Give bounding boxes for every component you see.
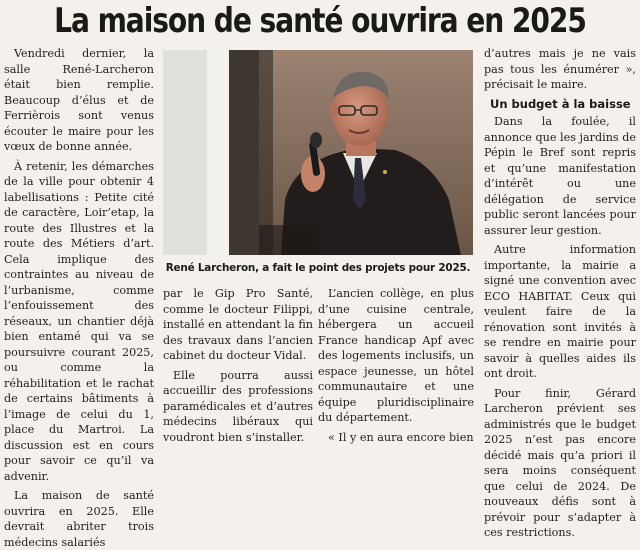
column-2 <box>163 286 313 444</box>
photo-caption: René Larcheron, a fait le point des projets pour 2025. <box>165 262 471 274</box>
paragraph: Dans la foulée, il annonce que les jardins de Pépin le Bref sont repris et qu’une manifestation d’intérêt ou une délégation de service public seront lancées pour assurer leur gestion. <box>484 115 637 237</box>
speaker-photo <box>163 50 473 255</box>
column-3 <box>318 286 474 444</box>
paragraph: « Il y en aura encore bien <box>328 430 474 444</box>
column-1 <box>4 46 154 549</box>
paragraph: par le Gip Pro Santé, comme le docteur Filippi, installé en attendant la fin des travaux dans l’ancien cabinet du docteur Vidal. <box>163 287 313 362</box>
paragraph: L’ancien collège, en plus d’une cuisine centrale, hébergera un accueil France handicap Apf avec des logements inclusifs, un espace jeunesse, un hôtel communautaire et une équipe pluridisciplinaire du département. <box>318 287 474 424</box>
paragraph: Pour finir, Gérard Larcheron prévient ses administrés que le budget 2025 n’est pas encore décidé mais qu’a priori il sera moins conséquent que celui de 2024. De nouveaux défis sont à prévoir pour s’adapter à ces restrictions. <box>484 386 636 539</box>
headline: La maison de santé ouvrira en 2025 <box>54 1 586 40</box>
paragraph: Elle pourra aussi accueillir des professions paramédicales et d’autres médecins libéraux qui voudront bien s’installer. <box>163 368 313 444</box>
paragraph: Vendredi dernier, la salle René-Larcheron était bien remplie. Beaucoup d’élus et de Ferrièrois sont venus écouter le maire pour les vœux de bonne année. <box>4 47 154 153</box>
section-subheading: Un budget à la baisse <box>490 96 631 111</box>
paragraph: Autre information importante, la mairie a signé une convention avec ECO HABITAT. Ceux qui veulent faire de la rénovation sont invités à se rendre en mairie pour savoir à quelles aides ils ont droit. <box>484 243 636 380</box>
paragraph: La maison de santé ouvrira en 2025. Elle devrait abriter trois médecins salariés <box>4 489 154 549</box>
paragraph: d’autres mais je ne vais pas tous les énumérer », précisait le maire. <box>484 47 636 91</box>
paragraph: À retenir, les démarches de la ville pour obtenir 4 labellisations : Petite cité de caractère, Loir’etap, la route des Illustres et la route des Métiers d’art. Cela implique des contraintes au niveau de l’urbanisme, comme l’enfouissement des réseaux, un chantier déjà bien entamé qui va se poursuivre courant 2025, ou comme la réhabilitation et le rachat de certains bâtiments à l’image de celui du 1, place du Martroi. La discussion est en cours pour savoir ce qu’il va advenir. <box>4 159 154 483</box>
column-4 <box>484 46 637 539</box>
